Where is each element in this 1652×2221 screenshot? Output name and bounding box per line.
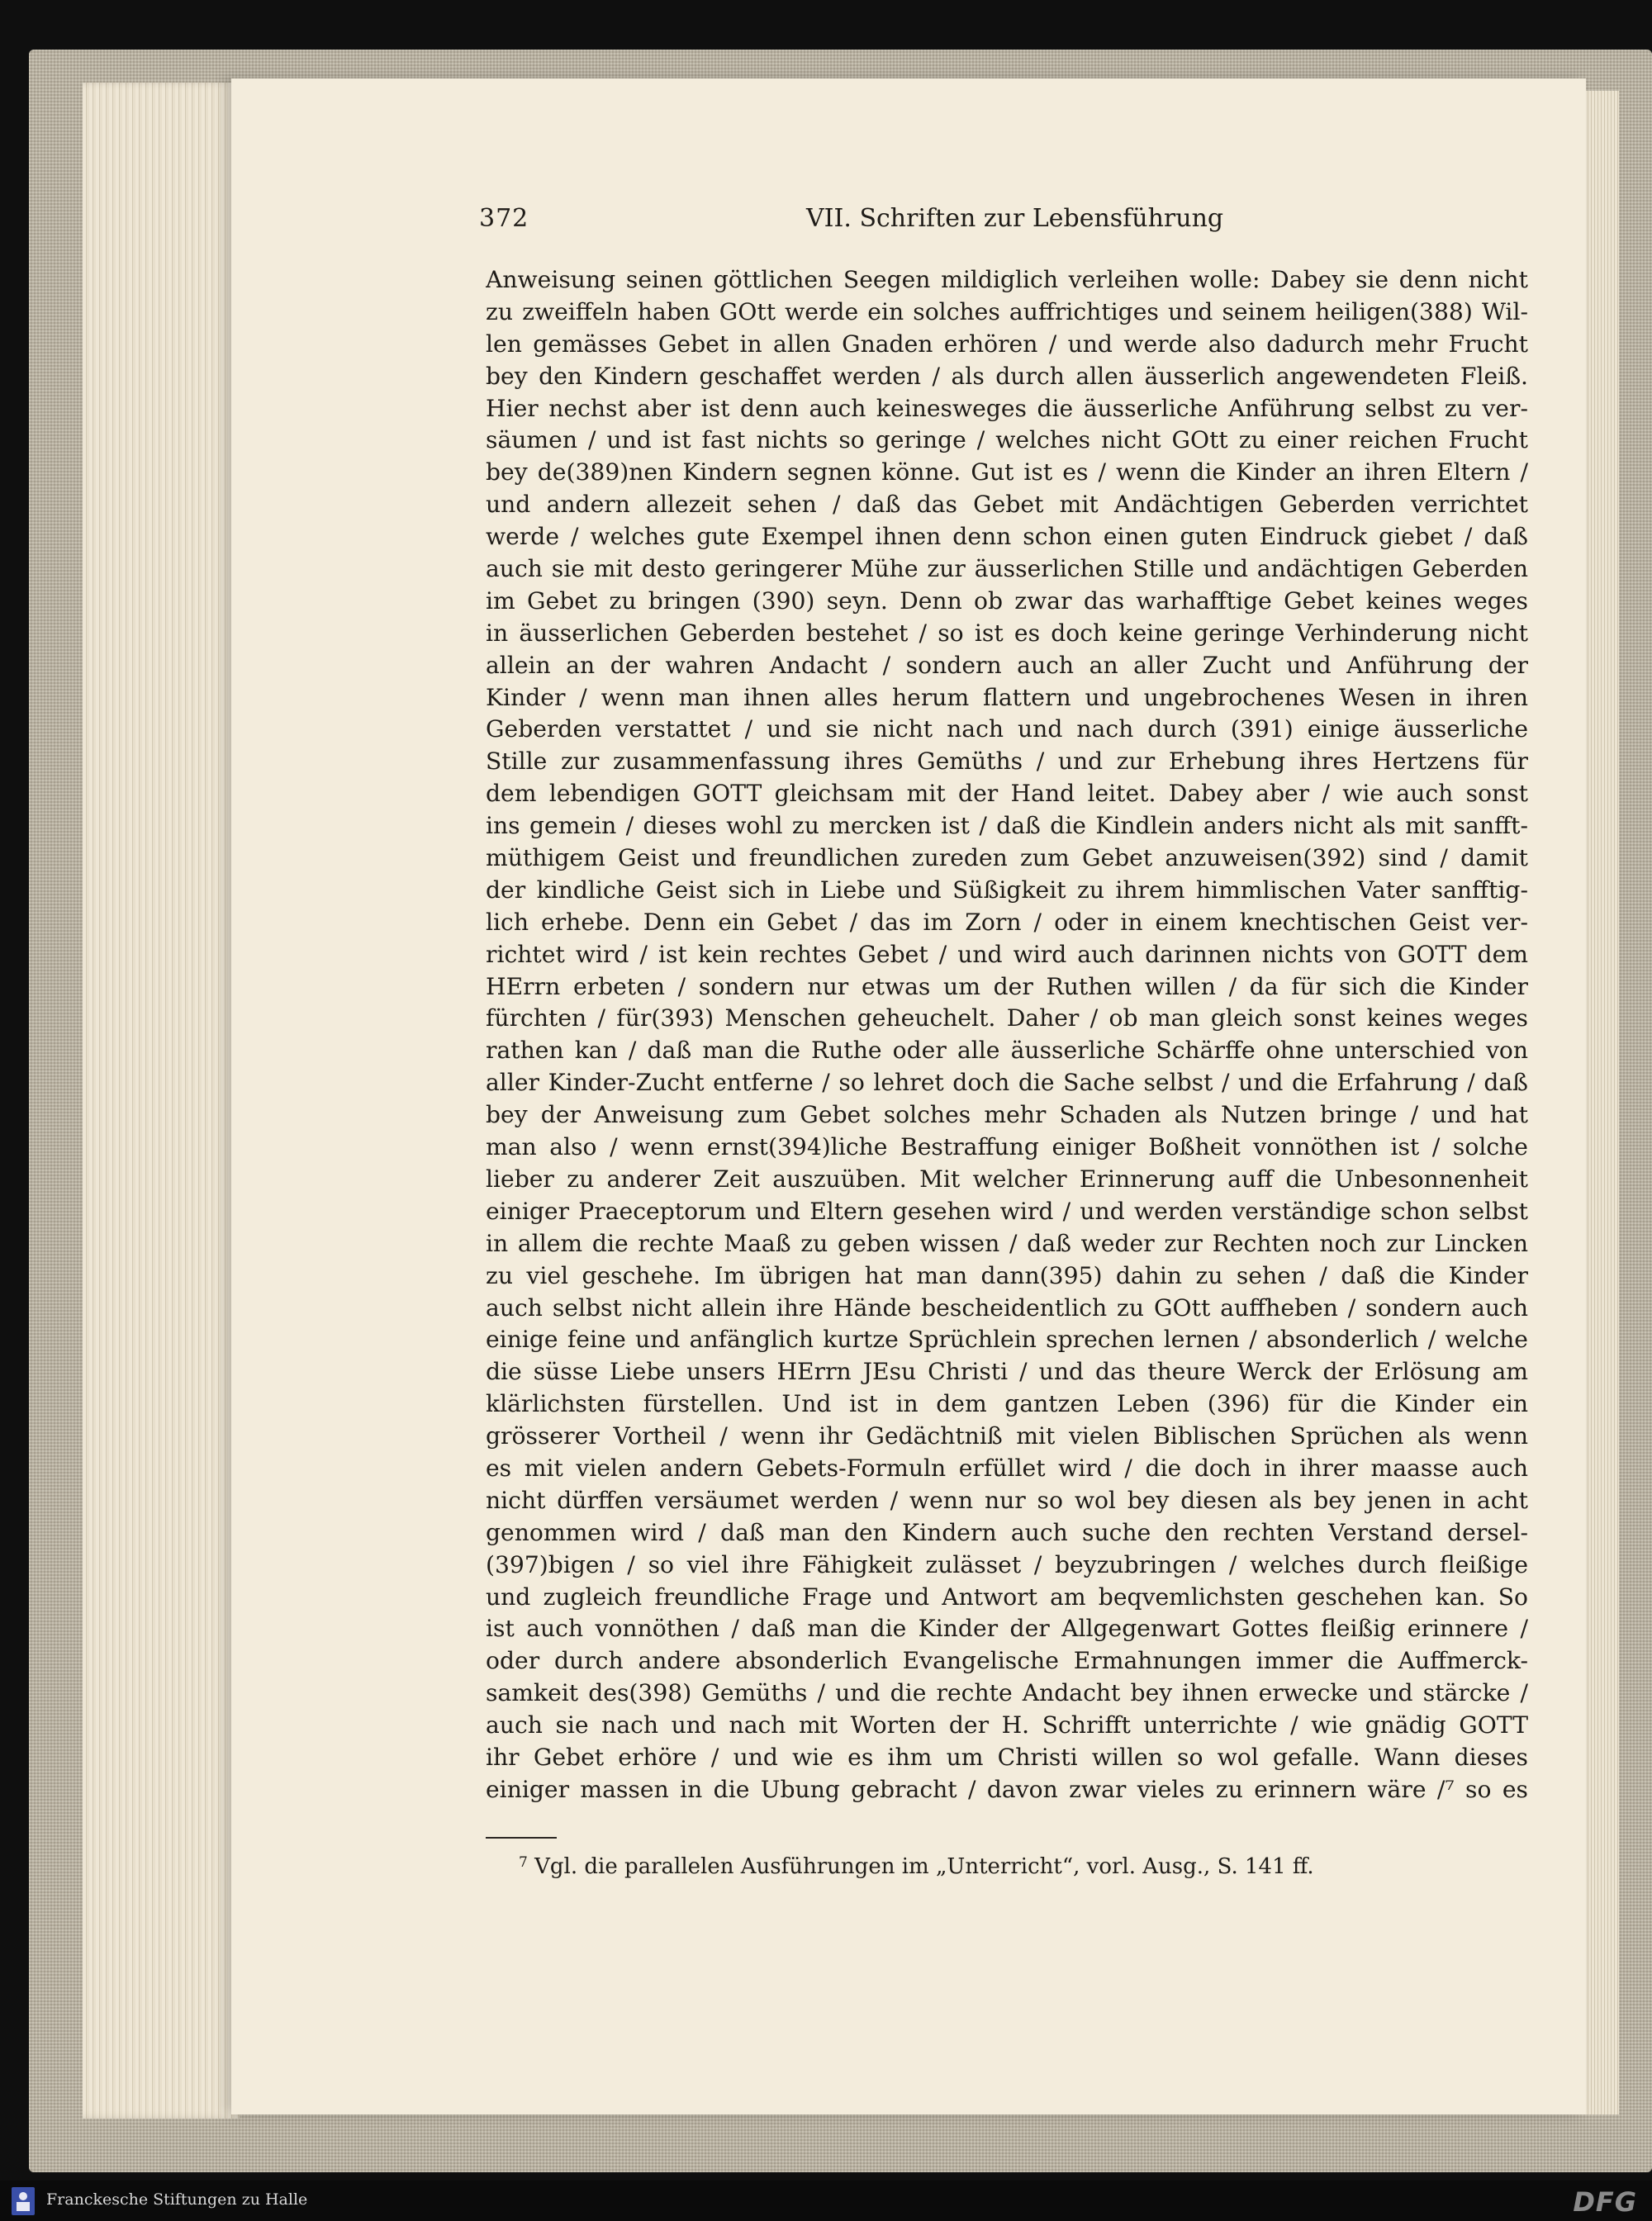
text-line: und zugleich freundliche Frage und Antwort am beqvemlichsten geschehen kan. So <box>486 1583 1528 1611</box>
text-line: aller Kinder-Zucht entferne / so lehret doch die Sache selbst / und die Erfahrung / daß <box>486 1069 1528 1097</box>
body-text <box>486 264 1528 1806</box>
text-line: Geberden verstattet / und sie nicht nach und nach durch (391) einige äusserliche <box>486 715 1528 743</box>
footnote-text: Vgl. die parallelen Ausführungen im „Unterricht“, vorl. Ausg., S. 141 ff. <box>534 1854 1314 1879</box>
page-header <box>479 204 1528 244</box>
institution-credit: Franckesche Stiftungen zu Halle <box>46 2190 308 2209</box>
text-line: richtet wird / ist kein rechtes Gebet / und wird auch darinnen nichts von GOTT dem <box>486 940 1528 968</box>
text-line: einiger Praeceptorum und Eltern gesehen wird / und werden verständige schon selbst <box>486 1197 1528 1225</box>
text-line: bey den Kindern geschaffet werden / als durch allen äusserlich angewendeten Fleiß. <box>486 362 1528 390</box>
text-line: klärlichsten fürstellen. Und ist in dem gantzen Leben (396) für die Kinder ein <box>486 1390 1528 1418</box>
text-line: auch selbst nicht allein ihre Hände bescheidentlich zu GOtt auffheben / sondern auch <box>486 1293 1528 1322</box>
text-line: bey der Anweisung zum Gebet solches mehr Schaden als Nutzen bringe / und hat <box>486 1101 1528 1129</box>
text-line: bey de(389)nen Kindern segnen könne. Gut ist es / wenn die Kinder an ihren Eltern / <box>486 458 1528 486</box>
text-line: in äusserlichen Geberden bestehet / so ist es doch keine geringe Verhinderung nicht <box>486 619 1528 647</box>
text-line: nicht dürffen versäumet werden / wenn nur so wol bey diesen als bey jenen in acht <box>486 1486 1528 1514</box>
text-line: auch sie mit desto geringerer Mühe zur äusserlichen Stille und andächtigen Geberden <box>486 555 1528 583</box>
text-line: man also / wenn ernst(394)liche Bestraffung einiger Boßheit vonnöthen ist / solche <box>486 1133 1528 1161</box>
footnote <box>519 1848 1543 1882</box>
text-line: Anweisung seinen göttlichen Seegen mildiglich verleihen wolle: Dabey sie denn nicht <box>486 266 1528 293</box>
text-line: Kinder / wenn man ihnen alles herum flattern und ungebrochenes Wesen in ihren <box>486 683 1528 711</box>
page-number: 372 <box>479 204 529 233</box>
footnote-marker: 7 <box>519 1854 528 1871</box>
text-line: rathen kan / daß man die Ruthe oder alle äusserliche Schärffe ohne unterschied von <box>486 1037 1528 1065</box>
text-line: säumen / und ist fast nichts so geringe / welches nicht GOtt zu einer reichen Frucht <box>486 426 1528 454</box>
text-line: in allem die rechte Maaß zu geben wissen / daß weder zur Rechten noch zur Lincken <box>486 1229 1528 1257</box>
text-line: (397)bigen / so viel ihre Fähigkeit zulässet / beyzubringen / welches durch fleißige <box>486 1550 1528 1578</box>
text-line: werde / welches gute Exempel ihnen denn schon einen guten Eindruck giebet / daß <box>486 523 1528 551</box>
text-line: und andern allezeit sehen / daß das Gebet mit Andächtigen Geberden verrichtet <box>486 491 1528 519</box>
text-line: lich erhebe. Denn ein Gebet / das im Zorn / oder in einem knechtischen Geist ver- <box>486 908 1528 936</box>
running-title: VII. Schriften zur Lebensführung <box>806 204 1224 233</box>
text-line: es mit vielen andern Gebets-Formuln erfüllet wird / die doch in ihrer maasse auch <box>486 1454 1528 1482</box>
text-line: zu viel geschehe. Im übrigen hat man dann(395) dahin zu sehen / daß die Kinder <box>486 1261 1528 1289</box>
text-line: ist auch vonnöthen / daß man die Kinder der Allgegenwart Gottes fleißig erinnere / <box>486 1615 1528 1643</box>
text-line: genommen wird / daß man den Kindern auch suche den rechten Verstand dersel- <box>486 1518 1528 1546</box>
text-line: ins gemein / dieses wohl zu mercken ist / daß die Kindlein anders nicht als mit sanfft- <box>486 812 1528 840</box>
text-line: allein an der wahren Andacht / sondern auch an aller Zucht und Anführung der <box>486 651 1528 679</box>
text-line: HErrn erbeten / sondern nur etwas um der Ruthen willen / da für sich die Kinder <box>486 972 1528 1000</box>
text-line: lieber zu anderer Zeit auszuüben. Mit welcher Erinnerung auff die Unbesonnenheit <box>486 1165 1528 1193</box>
text-line: die süsse Liebe unsers HErrn JEsu Christi / und das theure Werck der Erlösung am <box>486 1358 1528 1386</box>
text-line: grösserer Vortheil / wenn ihr Gedächtniß mit vielen Biblischen Sprüchen als wenn <box>486 1422 1528 1450</box>
text-line: fürchten / für(393) Menschen geheuchelt. Daher / ob man gleich sonst keines weges <box>486 1004 1528 1032</box>
text-line: Hier nechst aber ist denn auch keinesweges die äusserliche Anführung selbst zu ver- <box>486 394 1528 422</box>
text-line: len gemässes Gebet in allen Gnaden erhören / und werde also dadurch mehr Frucht <box>486 330 1528 358</box>
text-line: ihr Gebet erhöre / und wie es ihm um Christi willen so wol gefalle. Wann dieses <box>486 1743 1528 1771</box>
text-line: einige feine und anfänglich kurtze Sprüchlein sprechen lernen / absonderlich / welche <box>486 1326 1528 1354</box>
text-line: Stille zur zusammenfassung ihres Gemüths / und zur Erhebung ihres Hertzens für <box>486 747 1528 776</box>
text-line: im Gebet zu bringen (390) seyn. Denn ob zwar das warhafftige Gebet keines weges <box>486 586 1528 615</box>
text-line: samkeit des(398) Gemüths / und die rechte Andacht bey ihnen erwecke und stärcke / <box>486 1679 1528 1707</box>
text-line: dem lebendigen GOTT gleichsam mit der Hand leitet. Dabey aber / wie auch sonst <box>486 780 1528 808</box>
text-line: auch sie nach und nach mit Worten der H. Schrifft unterrichte / wie gnädig GOTT <box>486 1711 1528 1739</box>
dfg-logo: DFG <box>1573 2186 1637 2218</box>
text-line: der kindliche Geist sich in Liebe und Süßigkeit zu ihrem himmlischen Vater sanfftig- <box>486 876 1528 904</box>
footnote-rule <box>486 1837 557 1839</box>
page-edges-left <box>83 83 240 2119</box>
text-line: oder durch andere absonderlich Evangelische Ermahnungen immer die Auffmerck- <box>486 1647 1528 1675</box>
page-edges-right <box>1582 91 1619 2114</box>
text-line: müthigem Geist und freundlichen zureden zum Gebet anzuweisen(392) sind / damit <box>486 844 1528 872</box>
text-line: einiger massen in die Ubung gebracht / davon zwar vieles zu erinnern wäre /⁷ so es <box>486 1775 1528 1803</box>
text-line: zu zweiffeln haben GOtt werde ein solches auffrichtiges und seinem heiligen(388) Wil- <box>486 297 1528 325</box>
institution-logo-icon <box>12 2187 35 2215</box>
